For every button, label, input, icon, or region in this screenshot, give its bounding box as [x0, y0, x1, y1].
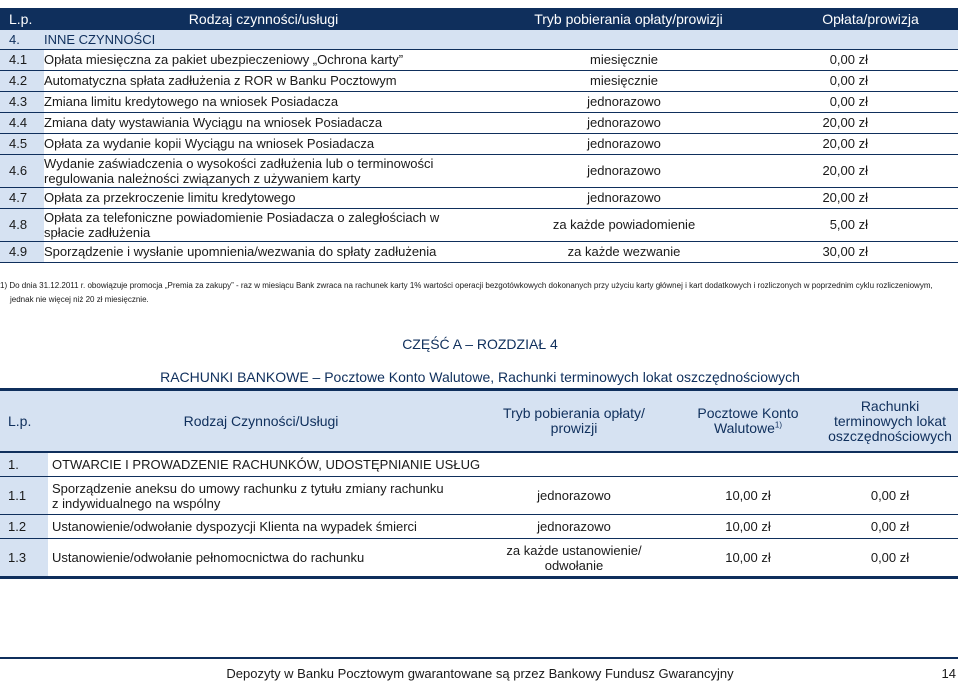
table-row — [0, 188, 958, 209]
row-account-fee: 10,00 zł — [674, 539, 822, 578]
row-number: 4.7 — [0, 188, 44, 209]
fees-table-bank-accounts — [0, 388, 958, 579]
row-account-fee: 10,00 zł — [674, 477, 822, 515]
row-number: 4.2 — [0, 71, 44, 92]
row-service: Ustanowienie/odwołanie dyspozycji Klienta na wypadek śmierci — [48, 515, 474, 539]
col-mode: Tryb pobierania opłaty/prowizji — [474, 8, 774, 30]
col-account — [674, 390, 822, 453]
section-number: 4. — [0, 30, 44, 50]
row-number: 1.1 — [0, 477, 48, 515]
table-row — [0, 477, 958, 515]
table-row — [0, 515, 958, 539]
table-row — [0, 209, 958, 242]
row-mode: jednorazowo — [474, 188, 774, 209]
row-number: 4.1 — [0, 50, 44, 71]
row-mode: jednorazowo — [474, 113, 774, 134]
row-fee: 20,00 zł — [774, 113, 958, 134]
row-service: Wydanie zaświadczenia o wysokości zadłużenia lub o terminowości regulowania należności związanych z używaniem karty — [44, 155, 474, 188]
row-deposit-fee: 0,00 zł — [822, 539, 958, 578]
col-service: Rodzaj Czynności/Usługi — [48, 390, 474, 453]
col-lp: L.p. — [0, 8, 44, 30]
row-mode: za każde ustanowienie/ odwołanie — [474, 539, 674, 578]
row-mode: za każde wezwanie — [474, 242, 774, 263]
row-number: 4.4 — [0, 113, 44, 134]
row-number: 1.3 — [0, 539, 48, 578]
row-number: 4.6 — [0, 155, 44, 188]
section-title: OTWARCIE I PROWADZENIE RACHUNKÓW, UDOSTĘPNIANIE USŁUG — [48, 452, 958, 477]
page-number: 14 — [941, 666, 956, 681]
col-account-label: Pocztowe Konto Walutowe — [697, 405, 799, 436]
row-fee: 0,00 zł — [774, 50, 958, 71]
table-row — [0, 113, 958, 134]
section-row — [0, 452, 958, 477]
row-service: Sporządzenie aneksu do umowy rachunku z tytułu zmiany rachunku z indywidualnego na wspólny — [48, 477, 474, 515]
row-service: Opłata miesięczna za pakiet ubezpieczeniowy „Ochrona karty” — [44, 50, 474, 71]
row-deposit-fee: 0,00 zł — [822, 515, 958, 539]
row-service: Opłata za przekroczenie limitu kredytowego — [44, 188, 474, 209]
row-service: Opłata za telefoniczne powiadomienie Posiadacza o zaległościach w spłacie zadłużenia — [44, 209, 474, 242]
col-mode: Tryb pobierania opłaty/ prowizji — [474, 390, 674, 453]
row-mode: jednorazowo — [474, 515, 674, 539]
footnote-line-1: 1) Do dnia 31.12.2011 r. obowiązuje promocja „Premia za zakupy” - raz w miesiącu Bank zwraca na rachunek karty 1% wartości operacji bezgotówkowych dokonanych przy użyciu karty głównej i kart dodatkowych i rozliczonych w poprzednim cyklu rozliczeniowym, — [0, 281, 933, 290]
table-row — [0, 50, 958, 71]
row-number: 4.8 — [0, 209, 44, 242]
row-service: Zmiana daty wystawiania Wyciągu na wniosek Posiadacza — [44, 113, 474, 134]
row-fee: 20,00 zł — [774, 188, 958, 209]
row-fee: 20,00 zł — [774, 134, 958, 155]
row-number: 1.2 — [0, 515, 48, 539]
chapter-subtitle: RACHUNKI BANKOWE – Pocztowe Konto Walutowe, Rachunki terminowych lokat oszczędnościowych — [160, 369, 800, 385]
row-number: 4.3 — [0, 92, 44, 113]
footer-text: Depozyty w Banku Pocztowym gwarantowane są przez Bankowy Fundusz Gwarancyjny — [226, 666, 734, 681]
table-row — [0, 92, 958, 113]
row-number: 4.5 — [0, 134, 44, 155]
footnote-line-2: jednak nie więcej niż 20 zł miesięcznie. — [10, 295, 149, 304]
table-row — [0, 242, 958, 263]
chapter-heading: CZĘŚĆ A – ROZDZIAŁ 4 — [402, 336, 558, 352]
row-mode: jednorazowo — [474, 477, 674, 515]
table-row — [0, 539, 958, 578]
row-mode: miesięcznie — [474, 50, 774, 71]
row-service: Zmiana limitu kredytowego na wniosek Posiadacza — [44, 92, 474, 113]
col-lp: L.p. — [0, 390, 48, 453]
row-mode: miesięcznie — [474, 71, 774, 92]
row-deposit-fee: 0,00 zł — [822, 477, 958, 515]
row-mode: za każde powiadomienie — [474, 209, 774, 242]
table-header — [0, 390, 958, 453]
section-title: INNE CZYNNOŚCI — [44, 30, 958, 50]
table-row — [0, 134, 958, 155]
row-number: 4.9 — [0, 242, 44, 263]
row-fee: 20,00 zł — [774, 155, 958, 188]
section-number: 1. — [0, 452, 48, 477]
table-header — [0, 8, 958, 30]
col-account-footnote-mark: 1) — [774, 420, 783, 430]
row-service: Ustanowienie/odwołanie pełnomocnictwa do rachunku — [48, 539, 474, 578]
row-fee: 30,00 zł — [774, 242, 958, 263]
section-row — [0, 30, 958, 50]
footnote — [0, 279, 958, 307]
row-fee: 5,00 zł — [774, 209, 958, 242]
table-row — [0, 155, 958, 188]
row-mode: jednorazowo — [474, 155, 774, 188]
page-footer — [0, 657, 958, 687]
col-fee: Opłata/prowizja — [774, 8, 958, 30]
row-mode: jednorazowo — [474, 92, 774, 113]
col-deposit: Rachunki terminowych lokat oszczędnościowych — [822, 390, 958, 453]
table-row — [0, 71, 958, 92]
row-service: Opłata za wydanie kopii Wyciągu na wniosek Posiadacza — [44, 134, 474, 155]
row-service: Sporządzenie i wysłanie upomnienia/wezwania do spłaty zadłużenia — [44, 242, 474, 263]
row-service: Automatyczna spłata zadłużenia z ROR w Banku Pocztowym — [44, 71, 474, 92]
row-fee: 0,00 zł — [774, 71, 958, 92]
row-account-fee: 10,00 zł — [674, 515, 822, 539]
fees-table-other-activities — [0, 8, 958, 263]
col-service: Rodzaj czynności/usługi — [44, 8, 474, 30]
row-fee: 0,00 zł — [774, 92, 958, 113]
row-mode: jednorazowo — [474, 134, 774, 155]
